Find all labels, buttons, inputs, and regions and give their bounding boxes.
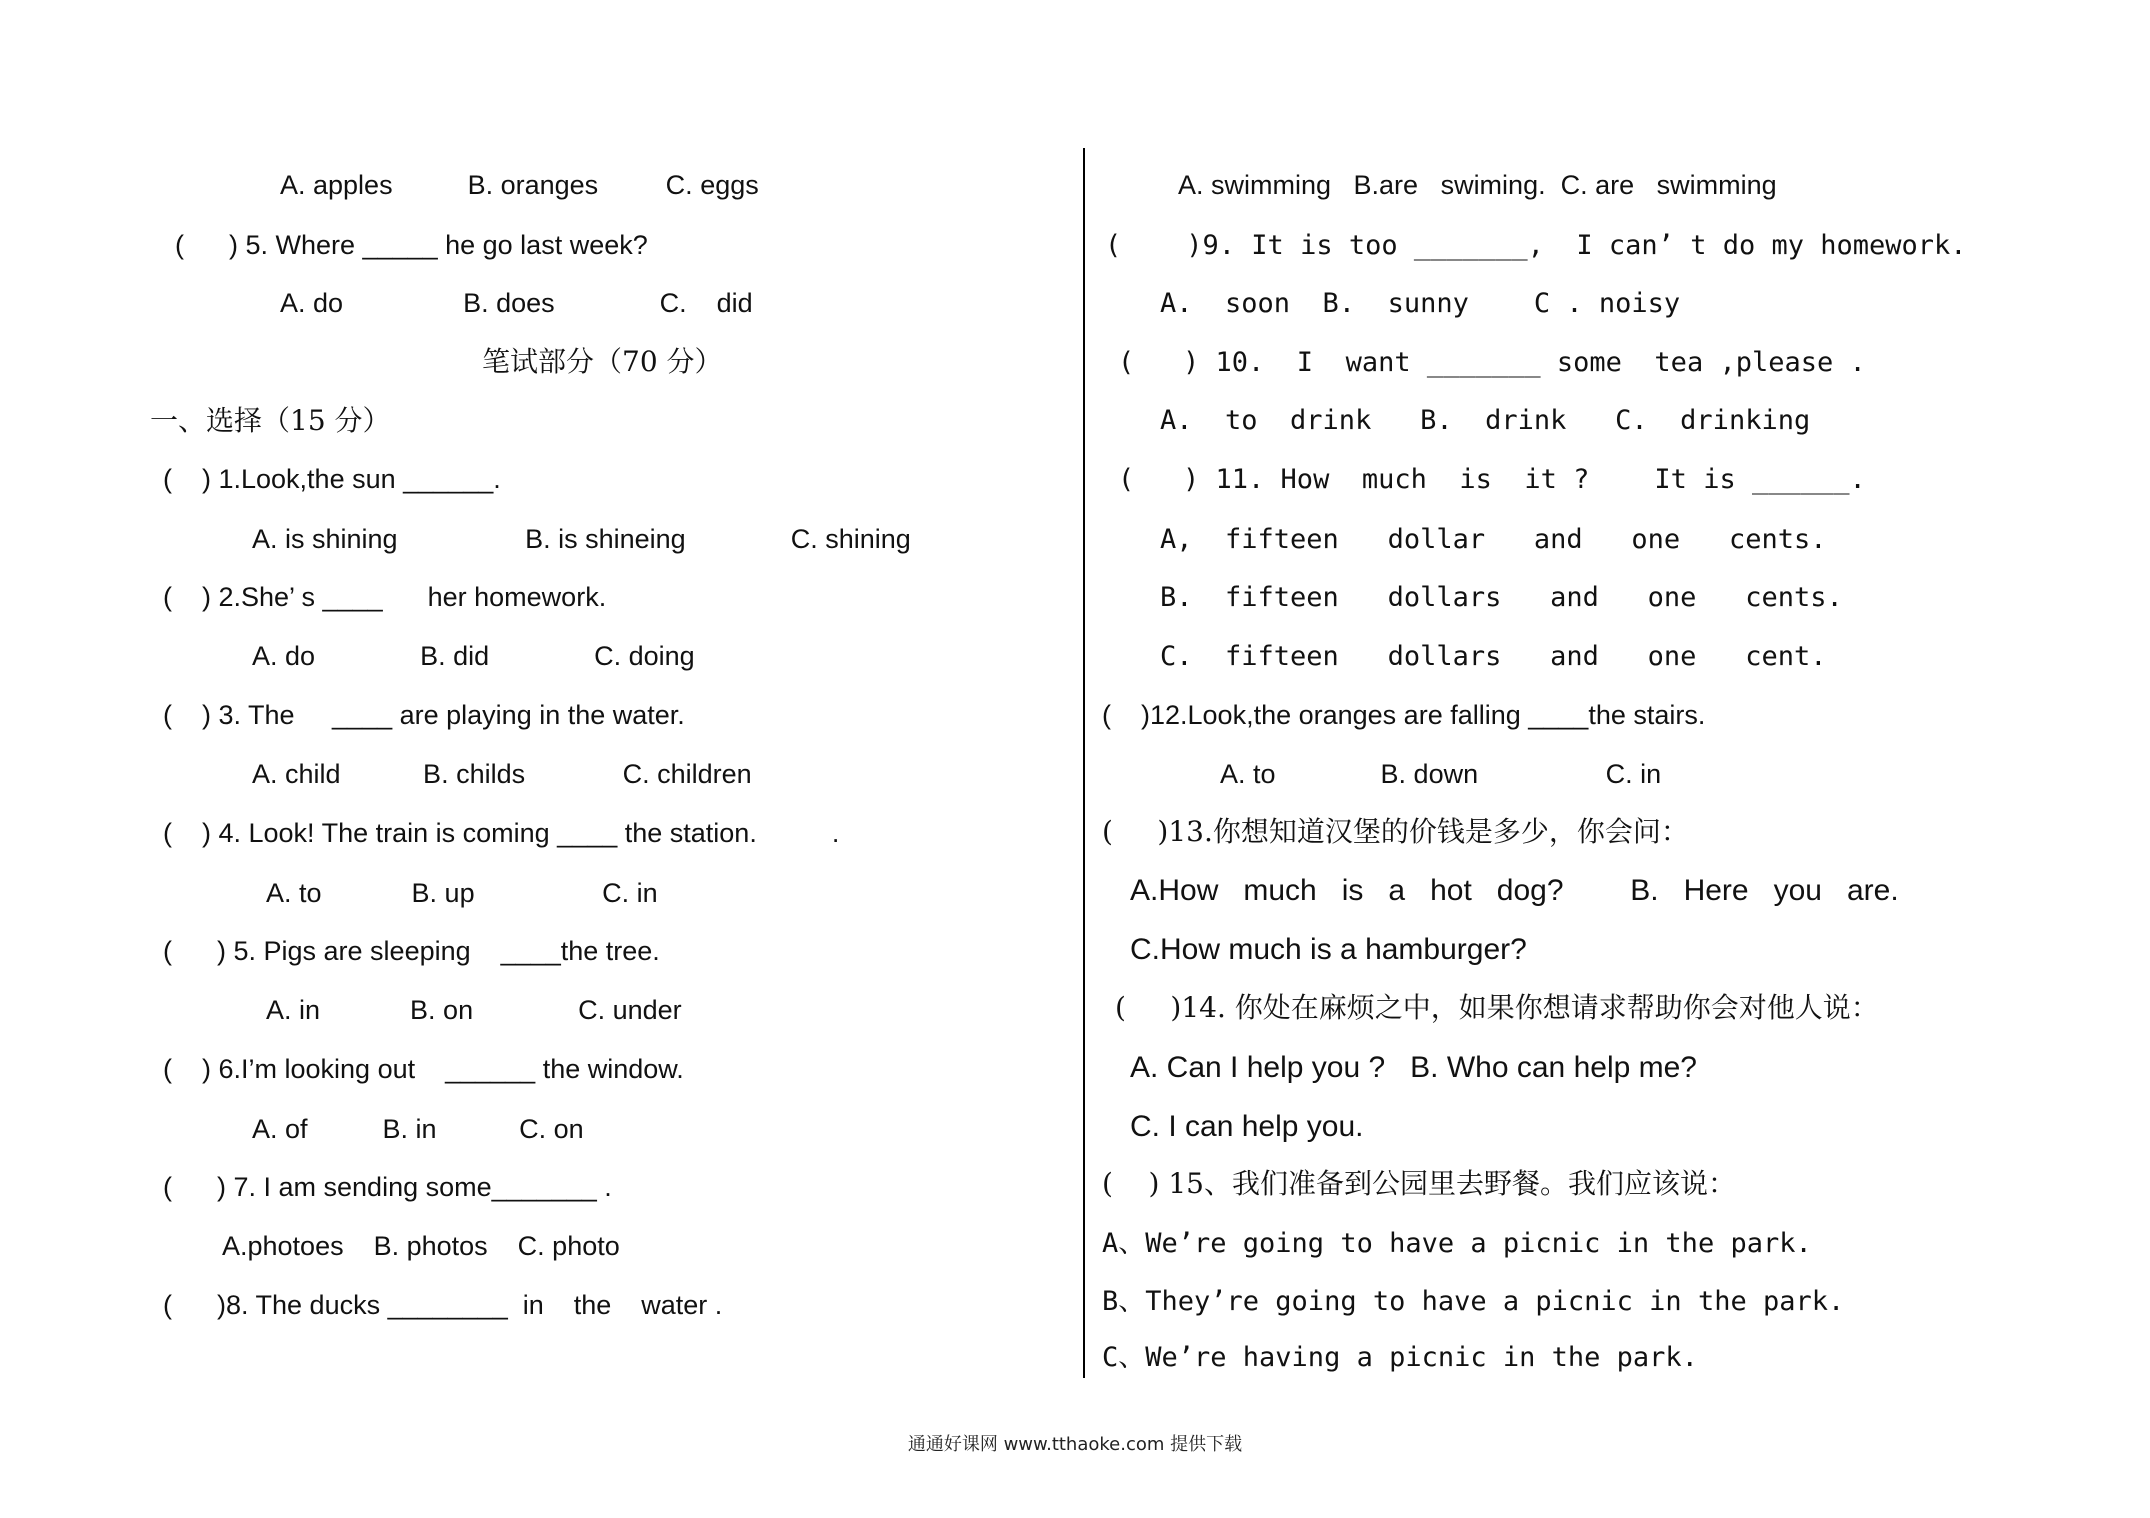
question-4-options: A. to B. up C. in [266,878,658,908]
question-5: ( ) 5. Pigs are sleeping ____the tree. [163,936,660,966]
question-7-options: A.photoes B. photos C. photo [222,1231,620,1261]
question-14-options-ab: A. Can I help you ? B. Who can help me? [1130,1051,1697,1084]
question-1-options: A. is shining B. is shineing C. shining [252,524,911,554]
question-14: ( )14. 你处在麻烦之中，如果你想请求帮助你会对他人说： [1115,991,1879,1024]
question-9-options: A. soon B. sunny C . noisy [1160,288,1681,319]
section-title: 笔试部分（70 分） [482,345,723,378]
question-14-option-c: C. I can help you. [1130,1110,1364,1143]
question-6: ( ) 6.I’m looking out ______ the window. [163,1054,684,1084]
question-12-options: A. to B. down C. in [1220,759,1662,789]
footer-source: 通通好课网 www.tthaoke.com 提供下载 [907,1434,1243,1455]
question-15-option-c: C、We’re having a picnic in the park. [1102,1342,1698,1373]
question-7: ( ) 7. I am sending some_______ . [163,1172,612,1202]
question-6-options: A. of B. in C. on [252,1114,584,1144]
question-13: ( )13.你想知道汉堡的价钱是多少，你会问： [1102,815,1689,848]
question-13-options-ab: A.How much is a hot dog? B. Here you are. [1130,874,1899,907]
question-4: ( ) 4. Look! The train is coming ____ the station. . [163,818,840,848]
listening-q5: ( ) 5. Where _____ he go last week? [175,230,648,260]
question-12: ( )12.Look,the oranges are falling ____the stairs. [1102,700,1706,730]
question-3-options: A. child B. childs C. children [252,759,752,789]
question-2-options: A. do B. did C. doing [252,641,695,671]
question-5-options: A. in B. on C. under [266,995,682,1025]
question-15-option-a: A、We’re going to have a picnic in the park. [1102,1228,1812,1259]
section-one-heading: 一、选择（15 分） [150,404,391,437]
question-3: ( ) 3. The ____ are playing in the water. [163,700,685,730]
question-8: ( )8. The ducks ________ in the water . [163,1290,723,1320]
question-2: ( ) 2.She’ s ____ her homework. [163,582,607,612]
question-11-option-a: A, fifteen dollar and one cents. [1160,524,1827,555]
question-15-option-b: B、They’re going to have a picnic in the park. [1102,1286,1845,1317]
question-1: ( ) 1.Look,the sun ______. [163,464,501,494]
question-11: ( ) 11. How much is it ? It is ______. [1118,464,1866,495]
question-13-option-c: C.How much is a hamburger? [1130,933,1527,966]
q4-prev-options: A. apples B. oranges C. eggs [280,170,759,200]
question-15: ( ) 15、我们准备到公园里去野餐。我们应该说： [1102,1167,1736,1200]
column-divider [1083,148,1085,1378]
question-11-option-b: B. fifteen dollars and one cents. [1160,582,1843,613]
question-10: ( ) 10. I want _______ some tea ,please . [1118,347,1866,378]
question-9: ( )9. It is too _______, I can’ t do my homework. [1105,230,1967,261]
question-11-option-c: C. fifteen dollars and one cent. [1160,641,1827,672]
question-10-options: A. to drink B. drink C. drinking [1160,405,1811,436]
question-8-options: A. swimming B.are swiming. C. are swimming [1178,170,1777,200]
listening-q5-options: A. do B. does C. did [280,288,753,318]
